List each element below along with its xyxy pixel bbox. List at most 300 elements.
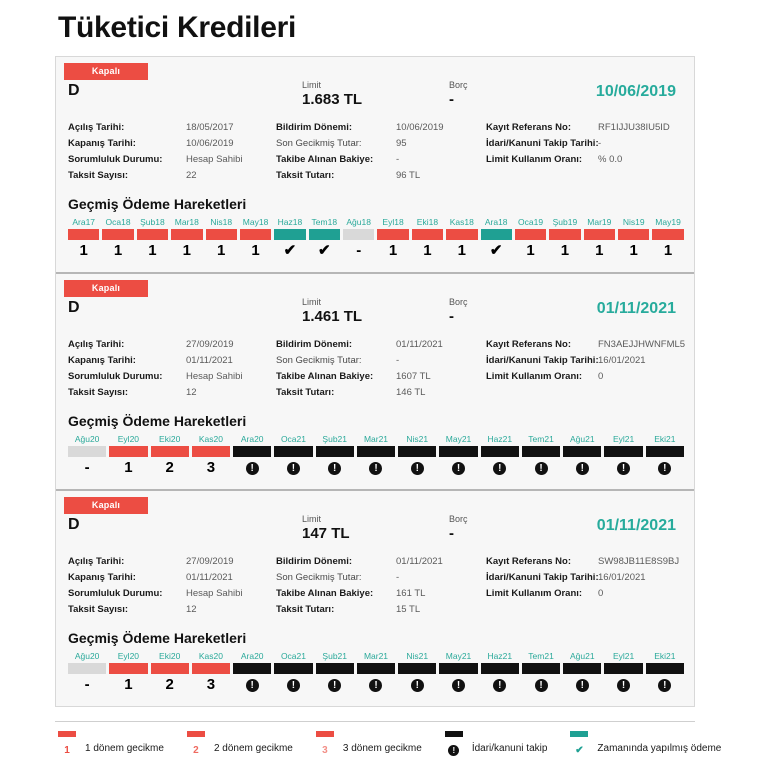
payment-history-row: [68, 433, 684, 479]
payment-history-cell[interactable]: [563, 650, 601, 696]
payment-status-bar: [274, 663, 312, 674]
payment-status-mark: [646, 457, 684, 479]
payment-history-cell[interactable]: [274, 433, 312, 479]
payment-history-cell[interactable]: [563, 433, 601, 479]
payment-history-chart: [56, 216, 694, 272]
label-installment-amount: Taksit Tutarı:: [276, 387, 335, 398]
month-label: Ara20: [240, 434, 264, 444]
month-label: May21: [445, 651, 472, 661]
payment-status-mark: [446, 240, 477, 262]
value-closing-date: 01/11/2021: [186, 355, 233, 366]
payment-status-mark: [109, 674, 147, 696]
payment-status-mark: [481, 240, 512, 262]
payment-history-cell[interactable]: [439, 650, 477, 696]
value-opening-date: 27/09/2019: [186, 339, 234, 350]
legal-followup-icon: !: [287, 462, 300, 475]
label-closing-date: Kapanış Tarihi:: [68, 572, 136, 583]
legend-label: 1 dönem gecikme: [85, 743, 164, 754]
label-record-reference-no: Kayıt Referans No:: [486, 339, 571, 350]
label-opening-date: Açılış Tarihi:: [68, 339, 125, 350]
payment-mark: 2: [165, 676, 174, 693]
payment-status-mark: [398, 457, 436, 479]
payment-status-mark: [137, 240, 168, 262]
payment-status-bar: [109, 446, 147, 457]
payment-history-cell[interactable]: [522, 650, 560, 696]
payment-history-title: Geçmiş Ödeme Hareketleri: [68, 413, 247, 429]
payment-mark: -: [84, 676, 90, 693]
value-record-reference-no: RF1IJJU38IU5ID: [598, 122, 670, 133]
month-label: Haz21: [487, 434, 513, 444]
payment-status-mark: [68, 457, 106, 479]
payment-status-mark: [274, 457, 312, 479]
legend-label: 2 dönem gecikme: [213, 743, 293, 754]
debt-value: -: [449, 91, 454, 108]
month-label: Tem18: [311, 217, 338, 227]
payment-status-mark: [604, 457, 642, 479]
value-report-period: 01/11/2021: [396, 339, 443, 350]
payment-history-cell[interactable]: [377, 216, 408, 262]
legal-followup-icon: !: [328, 462, 341, 475]
payment-history-cell[interactable]: [192, 650, 230, 696]
payment-history-cell[interactable]: [68, 216, 99, 262]
payment-history-cell[interactable]: [109, 433, 147, 479]
payment-mark: 1: [526, 242, 535, 259]
payment-history-cell[interactable]: [68, 650, 106, 696]
payment-status-mark: [316, 457, 354, 479]
legend-color-swatch: [445, 731, 463, 737]
credit-account-card[interactable]: [56, 57, 694, 274]
month-label: Şub19: [552, 217, 578, 227]
legal-followup-icon: !: [535, 679, 548, 692]
payment-status-bar: [233, 663, 271, 674]
payment-history-cell[interactable]: [102, 216, 133, 262]
payment-status-mark: [171, 240, 202, 262]
label-installment-amount: Taksit Tutarı:: [276, 604, 335, 615]
payment-status-mark: [151, 674, 189, 696]
payment-history-cell[interactable]: [309, 216, 340, 262]
legend-color-swatch: [187, 731, 205, 737]
legal-followup-icon: !: [576, 462, 589, 475]
month-label: Mar18: [174, 217, 199, 227]
payment-status-bar: [618, 229, 649, 240]
label-installment-count: Taksit Sayısı:: [68, 604, 129, 615]
payment-history-cell[interactable]: [398, 650, 436, 696]
report-date: 10/06/2019: [595, 83, 676, 100]
value-legal-followup-date: 16/01/2021: [598, 355, 646, 366]
payment-mark: 1: [79, 242, 88, 259]
legend-label: 3 dönem gecikme: [342, 743, 422, 754]
payment-status-mark: [357, 674, 395, 696]
month-label: Ağu20: [74, 434, 100, 444]
payment-status-bar: [481, 446, 519, 457]
credit-account-card[interactable]: [56, 491, 694, 706]
payment-mark: 1: [388, 242, 398, 259]
label-responsibility-status: Sorumluluk Durumu:: [68, 154, 163, 165]
limit-block: [302, 80, 362, 108]
payment-mark: 1: [560, 242, 570, 259]
details-spacer: [486, 602, 598, 618]
account-details-grid: [56, 548, 694, 622]
payment-history-cell[interactable]: [233, 650, 271, 696]
value-legal-followup-date: 16/01/2021: [598, 572, 646, 583]
debt-value: -: [449, 525, 454, 542]
month-label: Nis18: [210, 217, 233, 227]
payment-history-row: [68, 650, 684, 696]
month-label: Şub21: [322, 651, 348, 661]
status-badge: Kapalı: [64, 497, 148, 514]
payment-status-bar: [646, 446, 684, 457]
payment-history-title: Geçmiş Ödeme Hareketleri: [68, 630, 247, 646]
label-closing-date: Kapanış Tarihi:: [68, 355, 136, 366]
payment-status-mark: [240, 240, 271, 262]
report-date: 01/11/2021: [596, 517, 676, 534]
payment-history-row: [68, 216, 684, 262]
payment-history-cell[interactable]: [652, 216, 683, 262]
payment-status-bar: [316, 446, 354, 457]
card-header: [56, 514, 694, 548]
payment-status-bar: [274, 446, 312, 457]
payment-history-cell[interactable]: [604, 433, 642, 479]
legal-followup-icon: !: [246, 462, 259, 475]
payment-status-bar: [68, 446, 106, 457]
legal-followup-icon: !: [452, 679, 465, 692]
month-label: Ara17: [72, 217, 96, 227]
payment-status-mark: [377, 240, 408, 262]
label-report-period: Bildirim Dönemi:: [276, 556, 353, 567]
page-title: Tüketici Kredileri: [58, 11, 297, 44]
payment-status-mark: [102, 240, 133, 262]
payment-history-cell[interactable]: [343, 216, 374, 262]
payment-history-cell[interactable]: [646, 433, 684, 479]
payment-mark: 1: [148, 242, 157, 259]
month-label: Şub21: [322, 434, 348, 444]
legal-followup-icon: !: [658, 462, 671, 475]
payment-history-cell[interactable]: [137, 216, 168, 262]
legend-label: İdari/kanuni takip: [471, 743, 548, 754]
details-spacer: [486, 385, 598, 401]
month-label: Oca21: [280, 434, 306, 444]
payment-history-cell[interactable]: [412, 216, 443, 262]
value-opening-date: 18/05/2017: [186, 122, 234, 133]
payment-history-cell[interactable]: [481, 650, 519, 696]
month-label: Haz21: [487, 651, 513, 661]
label-record-reference-no: Kayıt Referans No:: [486, 122, 571, 133]
payment-status-mark: [652, 240, 683, 262]
limit-block: [302, 297, 362, 325]
value-last-overdue-amount: -: [396, 355, 400, 366]
payment-status-bar: [481, 229, 512, 240]
value-record-reference-no: FN3AEJJHWNFML5: [598, 339, 686, 350]
payment-mark: 1: [457, 242, 466, 259]
month-label: Kas20: [198, 651, 223, 661]
status-badge: Kapalı: [64, 280, 148, 297]
payment-status-mark: [439, 674, 477, 696]
month-label: May19: [655, 217, 681, 227]
payment-status-bar: [604, 446, 642, 457]
payment-status-mark: [398, 674, 436, 696]
payment-status-mark: [192, 457, 230, 479]
payment-mark: -: [84, 459, 90, 476]
legend-swatch-group: [55, 731, 79, 758]
value-followed-balance: -: [396, 154, 400, 165]
month-label: Mar19: [587, 217, 612, 227]
legal-followup-icon: !: [617, 462, 630, 475]
payment-history-cell[interactable]: [481, 216, 512, 262]
legend-swatch-group: [313, 731, 337, 758]
legend-color-swatch: [316, 731, 334, 737]
payment-status-bar: [563, 663, 601, 674]
legend-item: [184, 731, 293, 758]
label-last-overdue-amount: Son Gecikmiş Tutar:: [276, 572, 362, 583]
payment-mark: 1: [217, 242, 226, 259]
month-label: Nis19: [622, 217, 645, 227]
month-label: Eyl18: [382, 217, 404, 227]
label-report-period: Bildirim Dönemi:: [276, 339, 353, 350]
payment-mark: ✔: [283, 242, 297, 259]
account-grade-letter: D: [68, 82, 80, 99]
value-installment-count: 22: [186, 170, 197, 181]
month-label: Ağu21: [570, 651, 595, 661]
legal-followup-icon: !: [535, 462, 548, 475]
month-label: Mar21: [363, 434, 389, 444]
payment-history-cell[interactable]: [446, 216, 477, 262]
legend-mark: 2: [193, 745, 199, 756]
payment-history-cell[interactable]: [233, 433, 271, 479]
value-legal-followup-date: -: [598, 138, 602, 149]
legal-followup-icon: !: [369, 462, 382, 475]
credit-account-card[interactable]: [56, 274, 694, 491]
payment-status-bar: [412, 229, 443, 240]
month-label: Eki21: [654, 434, 676, 444]
payment-status-bar: [446, 229, 477, 240]
payment-mark: 1: [113, 242, 123, 259]
label-responsibility-status: Sorumluluk Durumu:: [68, 371, 163, 382]
payment-mark: 1: [663, 242, 673, 259]
legal-followup-icon: !: [411, 462, 424, 475]
label-responsibility-status: Sorumluluk Durumu:: [68, 588, 163, 599]
payment-status-bar: [515, 229, 546, 240]
legend-swatch-group: [184, 731, 208, 758]
limit-label: Limit: [302, 297, 322, 307]
payment-mark: 3: [206, 676, 216, 693]
payment-mark: 1: [251, 242, 260, 259]
payment-status-bar: [646, 663, 684, 674]
details-spacer: [598, 168, 688, 184]
month-label: Nis21: [406, 434, 429, 444]
payment-history-cell[interactable]: [151, 433, 189, 479]
payment-status-bar: [652, 229, 683, 240]
month-label: Ağu21: [570, 434, 595, 444]
label-last-overdue-amount: Son Gecikmiş Tutar:: [276, 138, 362, 149]
payment-history-cell[interactable]: [481, 433, 519, 479]
payment-status-bar: [137, 229, 168, 240]
label-opening-date: Açılış Tarihi:: [68, 556, 125, 567]
month-label: Nis21: [406, 651, 429, 661]
legal-followup-icon: !: [246, 679, 259, 692]
payment-history-cell[interactable]: [274, 650, 312, 696]
month-label: Kas18: [449, 217, 474, 227]
payment-status-bar: [522, 663, 560, 674]
payment-mark: -: [356, 242, 362, 259]
payment-status-bar: [309, 229, 340, 240]
payment-history-cell[interactable]: [398, 433, 436, 479]
value-followed-balance: 1607 TL: [396, 371, 431, 382]
payment-history-cell[interactable]: [522, 433, 560, 479]
month-label: Eyl20: [117, 651, 140, 661]
legend-mark: 1: [64, 745, 70, 756]
payment-history-cell[interactable]: [151, 650, 189, 696]
legal-followup-icon: !: [452, 462, 465, 475]
month-label: Ağu20: [74, 651, 100, 661]
month-label: Haz18: [277, 217, 303, 227]
value-installment-count: 12: [186, 604, 197, 615]
legend-item: [442, 731, 548, 758]
month-label: Oca21: [280, 651, 306, 661]
month-label: Eki18: [416, 217, 439, 227]
payment-status-bar: [357, 663, 395, 674]
credit-cards-list: [55, 56, 695, 707]
payment-history-cell[interactable]: [240, 216, 271, 262]
payment-history-cell[interactable]: [646, 650, 684, 696]
limit-block: [302, 514, 350, 542]
payment-history-cell[interactable]: [68, 433, 106, 479]
payment-history-cell[interactable]: [171, 216, 202, 262]
month-label: Şub18: [140, 217, 165, 227]
account-details-grid: [56, 114, 694, 188]
account-grade-letter: D: [68, 516, 80, 533]
month-label: Tem21: [528, 434, 554, 444]
value-closing-date: 01/11/2021: [186, 572, 233, 583]
value-report-period: 10/06/2019: [396, 122, 444, 133]
legal-followup-icon: !: [287, 679, 300, 692]
label-opening-date: Açılış Tarihi:: [68, 122, 125, 133]
details-spacer: [598, 385, 688, 401]
month-label: May21: [445, 434, 472, 444]
payment-status-bar: [563, 446, 601, 457]
payment-status-mark: [604, 674, 642, 696]
label-installment-count: Taksit Sayısı:: [68, 387, 129, 398]
payment-status-bar: [343, 229, 374, 240]
value-closing-date: 10/06/2019: [186, 138, 234, 149]
payment-status-mark: [233, 674, 271, 696]
payment-status-mark: [109, 457, 147, 479]
payment-history-cell[interactable]: [316, 650, 354, 696]
payment-history-cell[interactable]: [206, 216, 237, 262]
payment-history-cell[interactable]: [109, 650, 147, 696]
payment-mark: 1: [629, 242, 638, 259]
details-spacer: [486, 168, 598, 184]
value-installment-amount: 96 TL: [396, 170, 421, 181]
payment-status-mark: [563, 674, 601, 696]
payment-history-cell[interactable]: [618, 216, 649, 262]
legal-followup-icon: !: [493, 462, 506, 475]
month-label: Eyl21: [612, 434, 635, 444]
payment-status-mark: [68, 674, 106, 696]
payment-history-cell[interactable]: [439, 433, 477, 479]
payment-status-mark: [206, 240, 237, 262]
payment-status-bar: [192, 663, 230, 674]
payment-status-mark: [274, 674, 312, 696]
payment-mark: 1: [124, 676, 133, 693]
payment-history-cell[interactable]: [584, 216, 615, 262]
payment-mark: ✔: [489, 242, 503, 259]
card-header: [56, 80, 694, 114]
label-followed-balance: Takibe Alınan Bakiye:: [276, 371, 374, 382]
payment-status-bar: [584, 229, 615, 240]
legal-followup-icon: !: [493, 679, 506, 692]
payment-mark: 1: [124, 459, 133, 476]
payment-status-bar: [398, 446, 436, 457]
payment-status-bar: [233, 446, 271, 457]
payment-status-mark: [274, 240, 305, 262]
payment-history-cell[interactable]: [357, 650, 395, 696]
debt-label: Borç: [449, 514, 468, 524]
label-last-overdue-amount: Son Gecikmiş Tutar:: [276, 355, 362, 366]
label-limit-usage-ratio: Limit Kullanım Oranı:: [486, 371, 583, 382]
month-label: Eki20: [159, 434, 181, 444]
month-label: Ara18: [484, 217, 508, 227]
month-label: Mar21: [363, 651, 389, 661]
payment-status-mark: [412, 240, 443, 262]
legal-followup-icon: !: [328, 679, 341, 692]
payment-status-bar: [357, 446, 395, 457]
debt-block: [449, 297, 468, 325]
legend-item: [55, 731, 164, 758]
legend-swatch-group: [567, 731, 591, 758]
month-label: Tem21: [528, 651, 554, 661]
value-responsibility-status: Hesap Sahibi: [186, 371, 243, 382]
limit-value: 1.683 TL: [302, 91, 363, 108]
payment-history-cell[interactable]: [274, 216, 305, 262]
payment-history-cell[interactable]: [515, 216, 546, 262]
payment-history-title: Geçmiş Ödeme Hareketleri: [68, 196, 247, 212]
payment-status-mark: [481, 457, 519, 479]
payment-status-mark: [584, 240, 615, 262]
payment-history-cell[interactable]: [549, 216, 580, 262]
legal-followup-icon: !: [411, 679, 424, 692]
month-label: Oca18: [105, 217, 131, 227]
legal-followup-icon: !: [369, 679, 382, 692]
value-installment-count: 12: [186, 387, 197, 398]
payment-status-bar: [151, 663, 189, 674]
month-label: May18: [242, 217, 269, 227]
payment-mark: ✔: [318, 242, 331, 259]
payment-history-cell[interactable]: [316, 433, 354, 479]
label-closing-date: Kapanış Tarihi:: [68, 138, 136, 149]
label-followed-balance: Takibe Alınan Bakiye:: [276, 154, 374, 165]
legal-followup-icon: !: [617, 679, 630, 692]
month-label: Ağu18: [346, 217, 371, 227]
card-header: [56, 297, 694, 331]
payment-status-mark: [522, 674, 560, 696]
payment-history-cell[interactable]: [192, 433, 230, 479]
payment-history-cell[interactable]: [357, 433, 395, 479]
value-limit-usage-ratio: 0: [598, 371, 604, 382]
label-legal-followup-date: İdari/Kanuni Takip Tarihi:: [486, 138, 599, 149]
value-record-reference-no: SW98JB11E8S9BJ: [598, 556, 680, 567]
payment-status-bar: [439, 446, 477, 457]
legal-followup-icon: !: [448, 745, 459, 756]
payment-history-cell[interactable]: [604, 650, 642, 696]
payment-mark: 2: [165, 459, 174, 476]
debt-label: Borç: [449, 80, 468, 90]
payment-status-mark: [343, 240, 374, 262]
value-limit-usage-ratio: 0: [598, 588, 604, 599]
payment-status-mark: [309, 240, 340, 262]
label-legal-followup-date: İdari/Kanuni Takip Tarihi:: [486, 355, 599, 366]
month-label: Oca19: [518, 217, 544, 227]
value-installment-amount: 15 TL: [396, 604, 421, 615]
